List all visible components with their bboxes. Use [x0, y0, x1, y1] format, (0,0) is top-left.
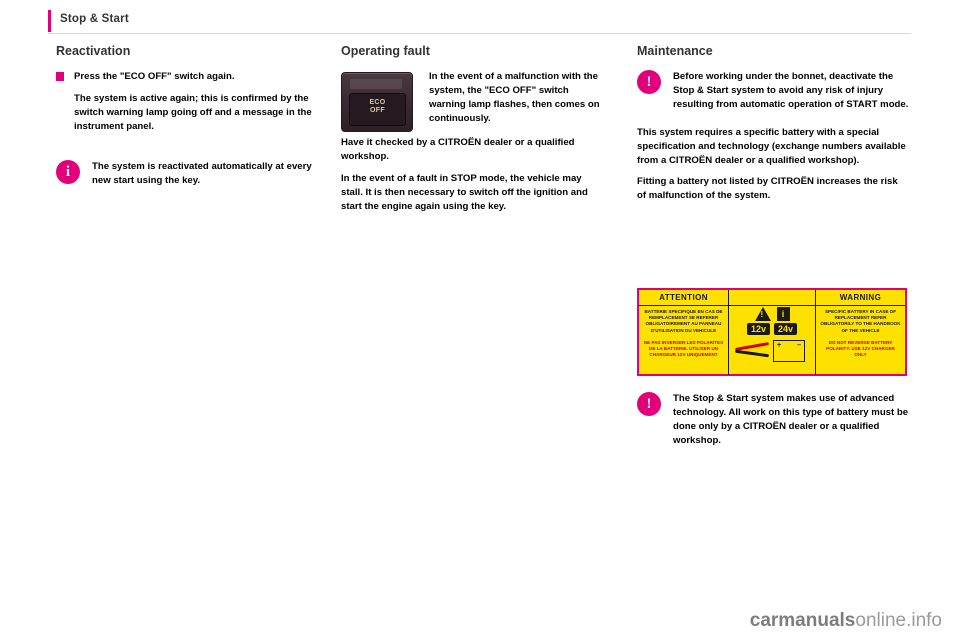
eco-off-label: ECO OFF	[369, 99, 386, 115]
header-divider	[48, 33, 911, 34]
label-text-french	[639, 306, 728, 375]
label-french-main: BATTERIE SPECIFIQUE EN CAS DE REMPLACEMENT SE REFERER OBLIGATOIREMENT AU PANNEAU D'UTILISATION DU VEHICULE	[644, 309, 723, 333]
battery-icon	[773, 340, 805, 362]
info-callout-text: The system is reactivated automatically at every new start using the key.	[92, 160, 312, 186]
warning-callout-technology	[637, 392, 909, 448]
watermark-primary: carmanuals	[749, 610, 856, 631]
eco-off-switch-image	[341, 72, 419, 134]
warning-icon-2	[637, 392, 661, 416]
reactivation-paragraph: The system is active again; this is confirmed by the switch warning lamp going off and a message in the instrument panel.	[74, 92, 312, 132]
manual-book-icon: i	[777, 307, 790, 321]
label-icon-row	[729, 306, 815, 321]
page-title: Stop & Start	[60, 13, 129, 25]
warning-triangle-icon	[755, 307, 771, 321]
label-text-english	[816, 306, 905, 375]
switch-body	[341, 72, 413, 132]
label-head-warning: WARNING	[839, 293, 882, 302]
battery-minus-terminal: –	[797, 342, 801, 349]
voltage-row	[729, 323, 815, 335]
column-maintenance	[637, 44, 909, 211]
fault-paragraph-2: Have it checked by a CITROËN dealer or a qualified workshop.	[341, 137, 575, 162]
warning-circle-icon-2: !	[637, 392, 661, 416]
warning-callout-technology-text: The Stop & Start system makes use of advanced technology. All work on this type of battery must be done only by a CITROËN dealer or a qualified workshop.	[673, 393, 909, 446]
info-callout-reactivation	[56, 160, 314, 188]
bullet-item	[56, 70, 314, 134]
header-accent-bar	[48, 10, 51, 32]
black-cable-icon	[735, 350, 769, 358]
label-header-row	[639, 290, 905, 306]
voltage-12v-badge: 12v	[747, 323, 770, 335]
square-bullet-icon	[56, 72, 64, 81]
maintenance-paragraph-1: This system requires a specific battery with a special specification and technology (exchange numbers available from a CITROËN dealer or a qualified workshop).	[637, 126, 906, 166]
section-title-operating-fault: Operating fault	[341, 44, 430, 58]
voltage-24v-badge: 24v	[774, 323, 797, 335]
column-reactivation	[56, 44, 314, 187]
warning-callout-text: Before working under the bonnet, deactivate the Stop & Start system to avoid any risk of injury resulting from automatic operation of START mode.	[673, 71, 909, 110]
warning-circle-icon: !	[637, 70, 661, 94]
battery-plus-terminal: +	[777, 342, 782, 349]
fault-paragraph-3: In the event of a fault in STOP mode, the vehicle may stall. It is then necessary to switch off the ignition and start the engine again using the key.	[341, 172, 588, 212]
label-english-red: DO NOT REVERSE BATTERY POLARITY. USE 12V CHARGER ONLY	[826, 339, 895, 358]
watermark	[750, 610, 942, 632]
switch-face	[349, 93, 406, 126]
label-body-row	[639, 306, 905, 375]
section-title-reactivation: Reactivation	[56, 44, 131, 58]
maintenance-paragraph-2: Fitting a battery not listed by CITROËN increases the risk of malfunction of the system.	[637, 176, 898, 202]
warning-icon	[637, 70, 661, 94]
bullet-text: Press the "ECO OFF" switch again.	[74, 71, 235, 82]
label-french-red: NE PAS INVERSER LES POLARITES DE LA BATTERIE. UTILISER UN CHARGEUR 12V UNIQUEMENT	[643, 339, 724, 358]
battery-warning-label	[637, 288, 907, 376]
watermark-secondary: online.info	[855, 610, 942, 631]
section-title-maintenance: Maintenance	[637, 44, 713, 58]
label-icon-panel	[728, 306, 816, 375]
warning-callout-maintenance	[637, 70, 909, 112]
warning-callout-technology-inner	[637, 392, 909, 448]
info-icon	[56, 160, 80, 184]
fault-paragraph-1: In the event of a malfunction with the system, the "ECO OFF" switch warning lamp flashes, then comes on continuously.	[429, 71, 600, 124]
info-circle-icon: i	[56, 160, 80, 184]
column-operating-fault	[341, 44, 603, 222]
label-english-main: SPECIFIC BATTERY IN CASE OF REPLACEMENT REFER OBLIGATORILY TO THE HANDBOOK OF THE VEHICLE	[820, 309, 901, 333]
label-head-middle	[728, 290, 816, 305]
switch-top-bezel	[350, 79, 402, 89]
battery-diagram	[729, 337, 815, 365]
label-head-attention: ATTENTION	[659, 293, 708, 302]
